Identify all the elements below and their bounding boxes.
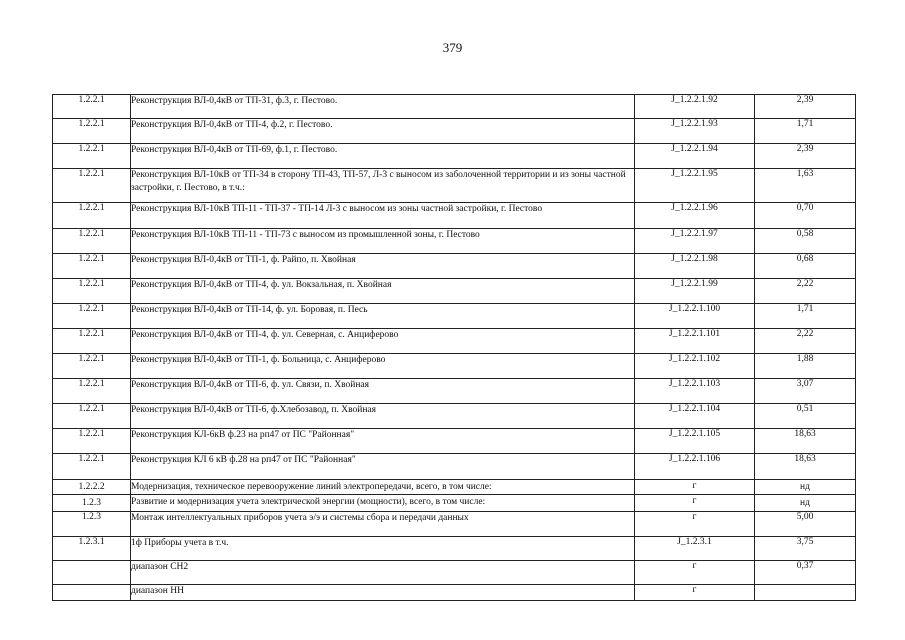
row-description: Реконструкция ВЛ-0,4кВ от ТП-69, ф.1, г. Пестово. (131, 144, 635, 169)
row-description: диапазон НН (131, 585, 635, 601)
row-code: J_1.2.2.1.104 (635, 404, 755, 429)
row-value: 18,63 (755, 429, 856, 454)
row-code: г (635, 512, 755, 537)
row-code: J_1.2.2.1.100 (635, 304, 755, 329)
row-code: г (635, 480, 755, 495)
row-number: 1.2.2.1 (53, 254, 131, 279)
table-row (53, 229, 856, 254)
table-row (53, 169, 856, 203)
row-description: 1ф Приборы учета в т.ч. (131, 537, 635, 561)
row-code: J_1.2.2.1.103 (635, 379, 755, 404)
row-value: 2,39 (755, 144, 856, 169)
row-number: 1.2.2.1 (53, 95, 131, 119)
row-value: 0,58 (755, 229, 856, 254)
row-number: 1.2.3.1 (53, 537, 131, 561)
row-code: J_1.2.2.1.105 (635, 429, 755, 454)
table-row (53, 304, 856, 329)
row-description: Реконструкция ВЛ-0,4кВ от ТП-6, ф. ул. Связи, п. Хвойная (131, 379, 635, 404)
row-number: 1.2.2.1 (53, 429, 131, 454)
row-number (53, 585, 131, 601)
page-number: 379 (442, 40, 463, 55)
row-code: J_1.2.2.1.95 (635, 169, 755, 203)
row-value: 2,39 (755, 95, 856, 119)
row-number: 1.2.2.1 (53, 279, 131, 304)
row-code: J_1.2.2.1.98 (635, 254, 755, 279)
row-description: Реконструкция ВЛ-0,4кВ от ТП-4, ф.2, г. Пестово. (131, 119, 635, 144)
row-code: J_1.2.2.1.92 (635, 95, 755, 119)
row-value: 18,63 (755, 454, 856, 480)
table-row (53, 585, 856, 601)
table-row (53, 537, 856, 561)
row-description: Модернизация, техническое перевооружение линий электропередачи, всего, в том числе: (131, 480, 635, 495)
row-value: 1,71 (755, 304, 856, 329)
table-row (53, 354, 856, 379)
table-row (53, 279, 856, 304)
table-row (53, 454, 856, 480)
row-number: 1.2.3 (53, 495, 131, 512)
row-description: Реконструкция ВЛ-10кВ ТП-11 - ТП-37 - ТП-14 Л-3 с выносом из зоны частной застройки, г. Пестово (131, 203, 635, 229)
row-number: 1.2.2.1 (53, 304, 131, 329)
table-row (53, 512, 856, 537)
row-description: Реконструкция ВЛ-0,4кВ от ТП-4, ф. ул. Северная, с. Анциферово (131, 329, 635, 354)
row-number (53, 561, 131, 585)
table-row (53, 495, 856, 512)
row-value: 0,37 (755, 561, 856, 585)
row-value: 2,22 (755, 329, 856, 354)
row-code: J_1.2.2.1.97 (635, 229, 755, 254)
row-value: 0,70 (755, 203, 856, 229)
row-value: 1,63 (755, 169, 856, 203)
row-code: J_1.2.3.1 (635, 537, 755, 561)
row-number: 1.2.2.1 (53, 354, 131, 379)
row-number: 1.2.2.1 (53, 169, 131, 203)
table-row (53, 429, 856, 454)
row-value (755, 585, 856, 601)
row-code: J_1.2.2.1.96 (635, 203, 755, 229)
row-description: Реконструкция ВЛ-10кВ от ТП-34 в сторону ТП-43, ТП-57, Л-3 с выносом из заболоченной территории и из зоны частной застройки, г. Пестово, в т.ч.: (131, 169, 635, 203)
row-code: г (635, 561, 755, 585)
row-code: г (635, 495, 755, 512)
table-row (53, 329, 856, 354)
row-description: Реконструкция КЛ 6 кВ ф.28 на рп47 от ПС "Районная" (131, 454, 635, 480)
row-number: 1.2.2.1 (53, 229, 131, 254)
row-code: J_1.2.2.1.93 (635, 119, 755, 144)
row-description: Реконструкция КЛ-6кВ ф.23 на рп47 от ПС "Районная" (131, 429, 635, 454)
row-description: Реконструкция ВЛ-0,4кВ от ТП-1, ф. Больница, с. Анциферово (131, 354, 635, 379)
table-row (53, 144, 856, 169)
row-description: Реконструкция ВЛ-0,4кВ от ТП-14, ф. ул. Боровая, п. Песь (131, 304, 635, 329)
row-value: 0,51 (755, 404, 856, 429)
row-description: Реконструкция ВЛ-10кВ ТП-11 - ТП-73 с выносом из промышленной зоны, г. Пестово (131, 229, 635, 254)
row-number: 1.2.2.1 (53, 454, 131, 480)
row-value: нд (755, 495, 856, 512)
row-code: J_1.2.2.1.101 (635, 329, 755, 354)
table-row (53, 561, 856, 585)
row-number: 1.2.2.1 (53, 119, 131, 144)
row-number: 1.2.2.2 (53, 480, 131, 495)
table-row (53, 95, 856, 119)
row-code: J_1.2.2.1.94 (635, 144, 755, 169)
table-row (53, 379, 856, 404)
table-row (53, 404, 856, 429)
row-value: 2,22 (755, 279, 856, 304)
row-code: J_1.2.2.1.102 (635, 354, 755, 379)
row-value: нд (755, 480, 856, 495)
row-code: J_1.2.2.1.99 (635, 279, 755, 304)
row-number: 1.2.2.1 (53, 404, 131, 429)
row-value: 3,75 (755, 537, 856, 561)
row-description: Реконструкция ВЛ-0,4кВ от ТП-1, ф. Райпо, п. Хвойная (131, 254, 635, 279)
table-row (53, 254, 856, 279)
row-description: Реконструкция ВЛ-0,4кВ от ТП-31, ф.3, г. Пестово. (131, 95, 635, 119)
table-row (53, 203, 856, 229)
row-number: 1.2.2.1 (53, 379, 131, 404)
table-row (53, 480, 856, 495)
row-number: 1.2.2.1 (53, 329, 131, 354)
row-value: 1,71 (755, 119, 856, 144)
row-number: 1.2.2.1 (53, 203, 131, 229)
row-description: Монтаж интеллектуальных приборов учета э/э и системы сбора и передачи данных (131, 512, 635, 537)
row-value: 3,07 (755, 379, 856, 404)
row-value: 0,68 (755, 254, 856, 279)
row-description: Реконструкция ВЛ-0,4кВ от ТП-6, ф.Хлебозавод, п. Хвойная (131, 404, 635, 429)
row-description: Развитие и модернизация учета электрической энергии (мощности), всего, в том числе: (131, 495, 635, 512)
row-code: J_1.2.2.1.106 (635, 454, 755, 480)
data-table (52, 94, 856, 601)
row-value: 1,88 (755, 354, 856, 379)
table-row (53, 119, 856, 144)
row-number: 1.2.3 (53, 512, 131, 537)
row-description: Реконструкция ВЛ-0,4кВ от ТП-4, ф. ул. Вокзальная, п. Хвойная (131, 279, 635, 304)
row-number: 1.2.2.1 (53, 144, 131, 169)
row-description: диапазон СН2 (131, 561, 635, 585)
row-code: г (635, 585, 755, 601)
row-value: 5,00 (755, 512, 856, 537)
